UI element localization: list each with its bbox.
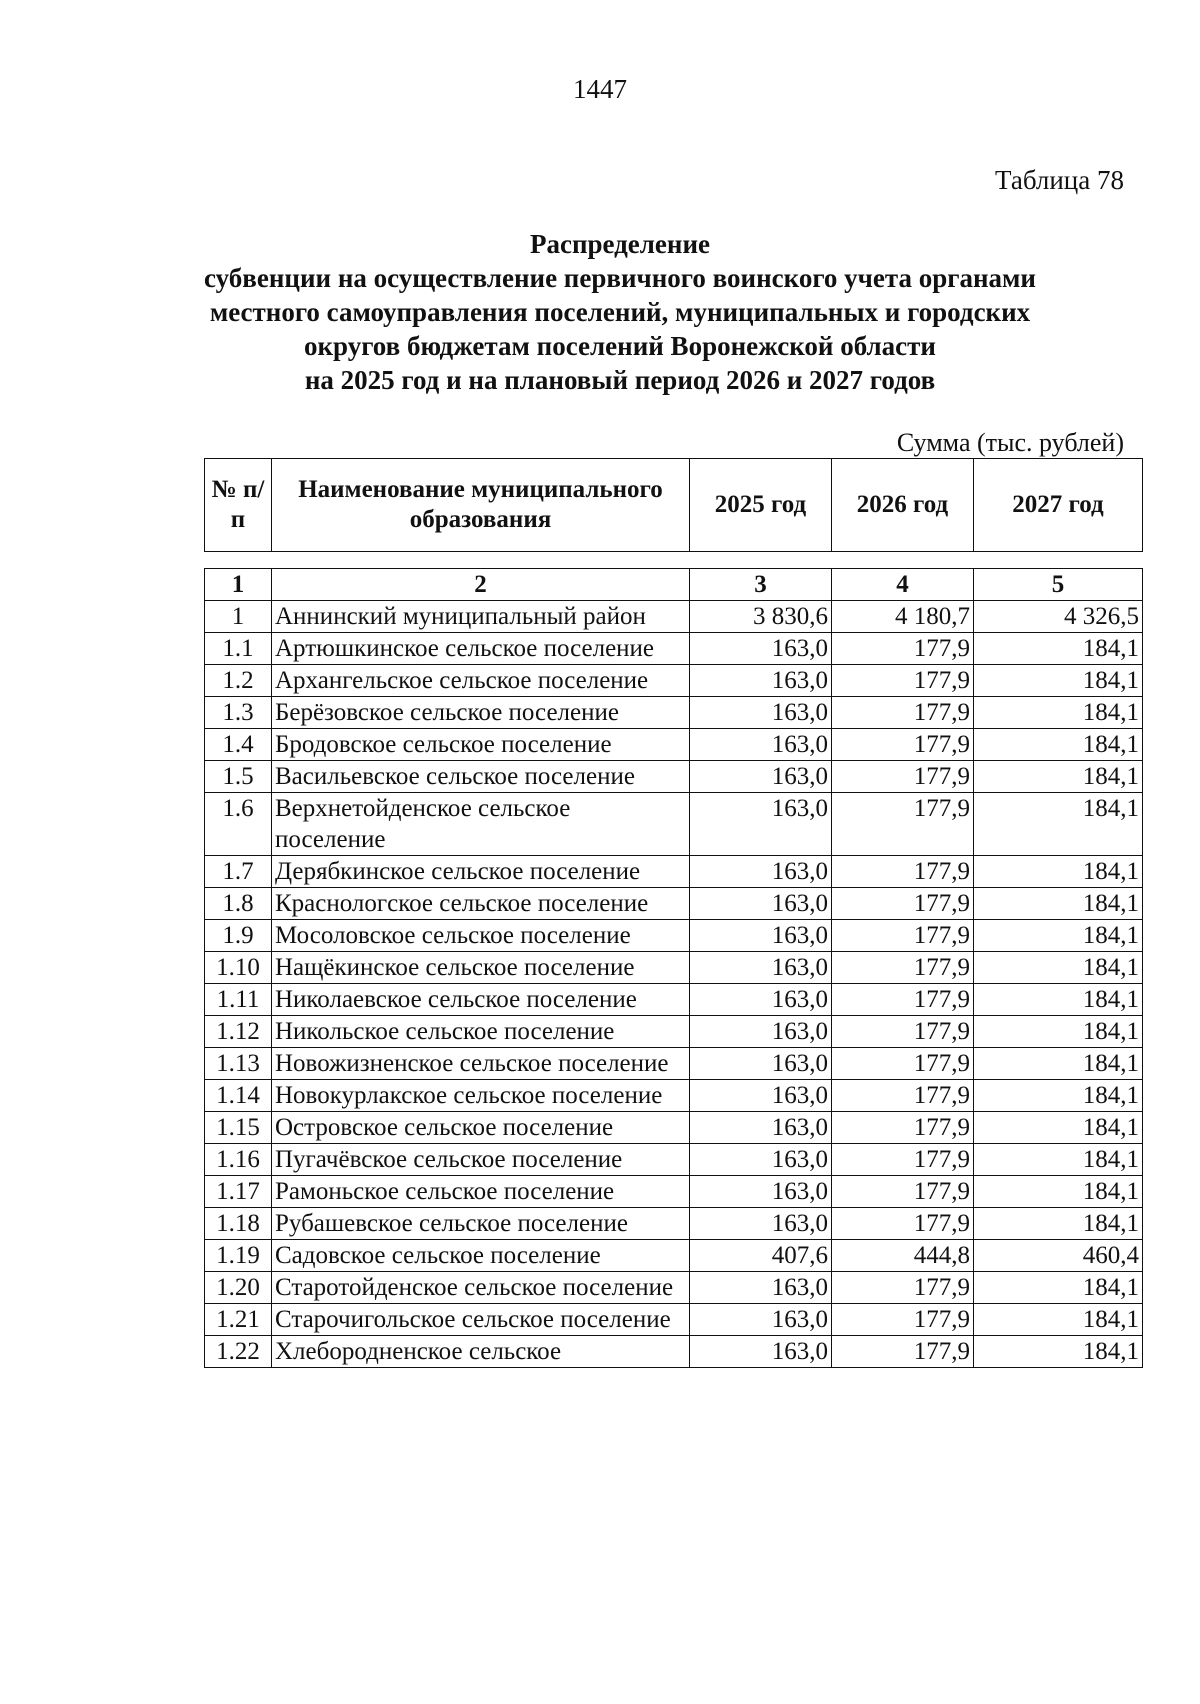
value-2027-cell: 184,1: [974, 1336, 1143, 1368]
municipality-name-cell: Берёзовское сельское поселение: [272, 697, 690, 729]
value-2027-cell: 184,1: [974, 633, 1143, 665]
value-2027-cell: 184,1: [974, 1176, 1143, 1208]
municipality-name-cell: Васильевское сельское поселение: [272, 761, 690, 793]
row-number-cell: 1.18: [205, 1208, 272, 1240]
table-row: [205, 1048, 1143, 1080]
municipality-name-cell: Хлебородненское сельское: [272, 1336, 690, 1368]
value-2025-cell: 3 830,6: [690, 601, 832, 633]
row-number-cell: 1.21: [205, 1304, 272, 1336]
row-number-cell: 1.15: [205, 1112, 272, 1144]
value-2025-cell: 163,0: [690, 633, 832, 665]
municipality-name-cell: Николаевское сельское поселение: [272, 984, 690, 1016]
municipality-name-cell: Пугачёвское сельское поселение: [272, 1144, 690, 1176]
value-2025-cell: 163,0: [690, 793, 832, 856]
table-row: [205, 952, 1143, 984]
value-2027-cell: 184,1: [974, 793, 1143, 856]
municipality-name-cell: Архангельское сельское поселение: [272, 665, 690, 697]
value-2027-cell: 184,1: [974, 729, 1143, 761]
page-number: 1447: [573, 74, 627, 104]
table-row: [205, 888, 1143, 920]
value-2026-cell: 177,9: [832, 761, 974, 793]
municipality-name-cell: Бродовское сельское поселение: [272, 729, 690, 761]
value-2026-cell: 177,9: [832, 952, 974, 984]
municipality-name-cell: Мосоловское сельское поселение: [272, 920, 690, 952]
value-2027-cell: 460,4: [974, 1240, 1143, 1272]
value-2026-cell: 177,9: [832, 1016, 974, 1048]
municipality-name-cell: Островское сельское поселение: [272, 1112, 690, 1144]
value-2027-cell: 184,1: [974, 761, 1143, 793]
table-row: [205, 729, 1143, 761]
table-row: [205, 761, 1143, 793]
table-row: [205, 920, 1143, 952]
row-number-cell: 1.22: [205, 1336, 272, 1368]
column-numbers-row: [205, 569, 1143, 601]
value-2025-cell: 163,0: [690, 1336, 832, 1368]
row-number-cell: 1: [205, 601, 272, 633]
municipality-name-cell: Никольское сельское поселение: [272, 1016, 690, 1048]
value-2027-cell: 184,1: [974, 1272, 1143, 1304]
header-num: № п/п: [205, 459, 272, 552]
municipality-name-cell: Старочигольское сельское поселение: [272, 1304, 690, 1336]
value-2025-cell: 163,0: [690, 984, 832, 1016]
table-row: [205, 665, 1143, 697]
column-number: 3: [690, 569, 832, 601]
row-number-cell: 1.12: [205, 1016, 272, 1048]
table-label: Таблица 78: [995, 165, 1124, 195]
municipality-name-cell: Садовское сельское поселение: [272, 1240, 690, 1272]
value-2026-cell: 177,9: [832, 1080, 974, 1112]
municipality-name-cell: Рамоньское сельское поселение: [272, 1176, 690, 1208]
table-row: [205, 697, 1143, 729]
sum-units-note: Сумма (тыс. рублей): [896, 428, 1124, 457]
row-number-cell: 1.4: [205, 729, 272, 761]
value-2026-cell: 177,9: [832, 1272, 974, 1304]
column-number: 5: [974, 569, 1143, 601]
table-row: [205, 1176, 1143, 1208]
value-2025-cell: 163,0: [690, 665, 832, 697]
value-2025-cell: 163,0: [690, 729, 832, 761]
value-2025-cell: 163,0: [690, 1144, 832, 1176]
value-2027-cell: 184,1: [974, 1304, 1143, 1336]
value-2026-cell: 177,9: [832, 1048, 974, 1080]
title-line: Распределение: [529, 229, 711, 259]
value-2027-cell: 184,1: [974, 1208, 1143, 1240]
municipality-name-cell: Нащёкинское сельское поселение: [272, 952, 690, 984]
title-line: субвенции на осуществление первичного воинского учета органами: [204, 263, 1036, 293]
value-2027-cell: 184,1: [974, 665, 1143, 697]
municipality-name-cell: Рубашевское сельское поселение: [272, 1208, 690, 1240]
title-line: местного самоуправления поселений, муниципальных и городских: [209, 297, 1031, 327]
row-number-cell: 1.14: [205, 1080, 272, 1112]
table-header: [204, 458, 1143, 552]
value-2025-cell: 163,0: [690, 1304, 832, 1336]
value-2027-cell: 184,1: [974, 952, 1143, 984]
row-number-cell: 1.8: [205, 888, 272, 920]
header-name: Наименование муниципального образования: [272, 459, 690, 552]
title-line: на 2025 год и на плановый период 2026 и 2027 годов: [304, 365, 936, 395]
value-2026-cell: 177,9: [832, 729, 974, 761]
municipality-name-cell: Верхнетойденское сельское поселение: [272, 793, 690, 856]
table-row: [205, 1080, 1143, 1112]
municipality-name-cell: Новожизненское сельское поселение: [272, 1048, 690, 1080]
row-number-cell: 1.6: [205, 793, 272, 856]
column-number: 4: [832, 569, 974, 601]
value-2025-cell: 163,0: [690, 1048, 832, 1080]
row-number-cell: 1.11: [205, 984, 272, 1016]
row-number-cell: 1.5: [205, 761, 272, 793]
row-number-cell: 1.9: [205, 920, 272, 952]
value-2027-cell: 184,1: [974, 920, 1143, 952]
column-number: 2: [272, 569, 690, 601]
value-2026-cell: 4 180,7: [832, 601, 974, 633]
value-2026-cell: 177,9: [832, 888, 974, 920]
value-2026-cell: 177,9: [832, 1176, 974, 1208]
table-row: [205, 1208, 1143, 1240]
header-2026: 2026 год: [832, 459, 974, 552]
value-2025-cell: 163,0: [690, 1112, 832, 1144]
header-2025: 2025 год: [690, 459, 832, 552]
header-2027: 2027 год: [974, 459, 1143, 552]
column-number: 1: [205, 569, 272, 601]
value-2025-cell: 163,0: [690, 1272, 832, 1304]
table-row: [205, 1144, 1143, 1176]
title-line: округов бюджетам поселений Воронежской области: [304, 331, 936, 361]
row-number-cell: 1.2: [205, 665, 272, 697]
value-2026-cell: 177,9: [832, 793, 974, 856]
value-2026-cell: 177,9: [832, 665, 974, 697]
value-2027-cell: 184,1: [974, 697, 1143, 729]
table-row: [205, 1112, 1143, 1144]
table-row: [205, 633, 1143, 665]
table-row: [205, 601, 1143, 633]
municipality-name-cell: Артюшкинское сельское поселение: [272, 633, 690, 665]
value-2027-cell: 184,1: [974, 984, 1143, 1016]
value-2026-cell: 177,9: [832, 920, 974, 952]
municipality-name-cell: Новокурлакское сельское поселение: [272, 1080, 690, 1112]
value-2025-cell: 163,0: [690, 920, 832, 952]
table-row: [205, 1336, 1143, 1368]
value-2027-cell: 184,1: [974, 1112, 1143, 1144]
row-number-cell: 1.16: [205, 1144, 272, 1176]
municipality-name-cell: Краснологское сельское поселение: [272, 888, 690, 920]
row-number-cell: 1.19: [205, 1240, 272, 1272]
document-title: [170, 227, 1070, 397]
value-2025-cell: 163,0: [690, 888, 832, 920]
value-2027-cell: 184,1: [974, 1080, 1143, 1112]
value-2026-cell: 177,9: [832, 856, 974, 888]
table-row: [205, 1016, 1143, 1048]
data-table: [204, 568, 1143, 1368]
value-2026-cell: 177,9: [832, 1112, 974, 1144]
value-2026-cell: 444,8: [832, 1240, 974, 1272]
value-2025-cell: 163,0: [690, 1208, 832, 1240]
table-row: [205, 1272, 1143, 1304]
row-number-cell: 1.13: [205, 1048, 272, 1080]
table-row: [205, 1240, 1143, 1272]
row-number-cell: 1.3: [205, 697, 272, 729]
value-2026-cell: 177,9: [832, 1144, 974, 1176]
value-2026-cell: 177,9: [832, 697, 974, 729]
row-number-cell: 1.1: [205, 633, 272, 665]
table-row: [205, 856, 1143, 888]
value-2025-cell: 163,0: [690, 1176, 832, 1208]
row-number-cell: 1.17: [205, 1176, 272, 1208]
value-2026-cell: 177,9: [832, 1304, 974, 1336]
value-2025-cell: 163,0: [690, 761, 832, 793]
table-row: [205, 793, 1143, 856]
row-number-cell: 1.7: [205, 856, 272, 888]
table-row: [205, 1304, 1143, 1336]
value-2026-cell: 177,9: [832, 984, 974, 1016]
value-2026-cell: 177,9: [832, 1336, 974, 1368]
value-2025-cell: 163,0: [690, 697, 832, 729]
municipality-name-cell: Аннинский муниципальный район: [272, 601, 690, 633]
value-2027-cell: 4 326,5: [974, 601, 1143, 633]
value-2027-cell: 184,1: [974, 856, 1143, 888]
municipality-name-cell: Дерябкинское сельское поселение: [272, 856, 690, 888]
row-number-cell: 1.20: [205, 1272, 272, 1304]
value-2025-cell: 407,6: [690, 1240, 832, 1272]
value-2025-cell: 163,0: [690, 952, 832, 984]
value-2026-cell: 177,9: [832, 1208, 974, 1240]
value-2025-cell: 163,0: [690, 856, 832, 888]
value-2027-cell: 184,1: [974, 1048, 1143, 1080]
value-2027-cell: 184,1: [974, 888, 1143, 920]
table-row: [205, 984, 1143, 1016]
value-2027-cell: 184,1: [974, 1144, 1143, 1176]
value-2025-cell: 163,0: [690, 1016, 832, 1048]
value-2026-cell: 177,9: [832, 633, 974, 665]
municipality-name-cell: Старотойденское сельское поселение: [272, 1272, 690, 1304]
value-2027-cell: 184,1: [974, 1016, 1143, 1048]
row-number-cell: 1.10: [205, 952, 272, 984]
value-2025-cell: 163,0: [690, 1080, 832, 1112]
